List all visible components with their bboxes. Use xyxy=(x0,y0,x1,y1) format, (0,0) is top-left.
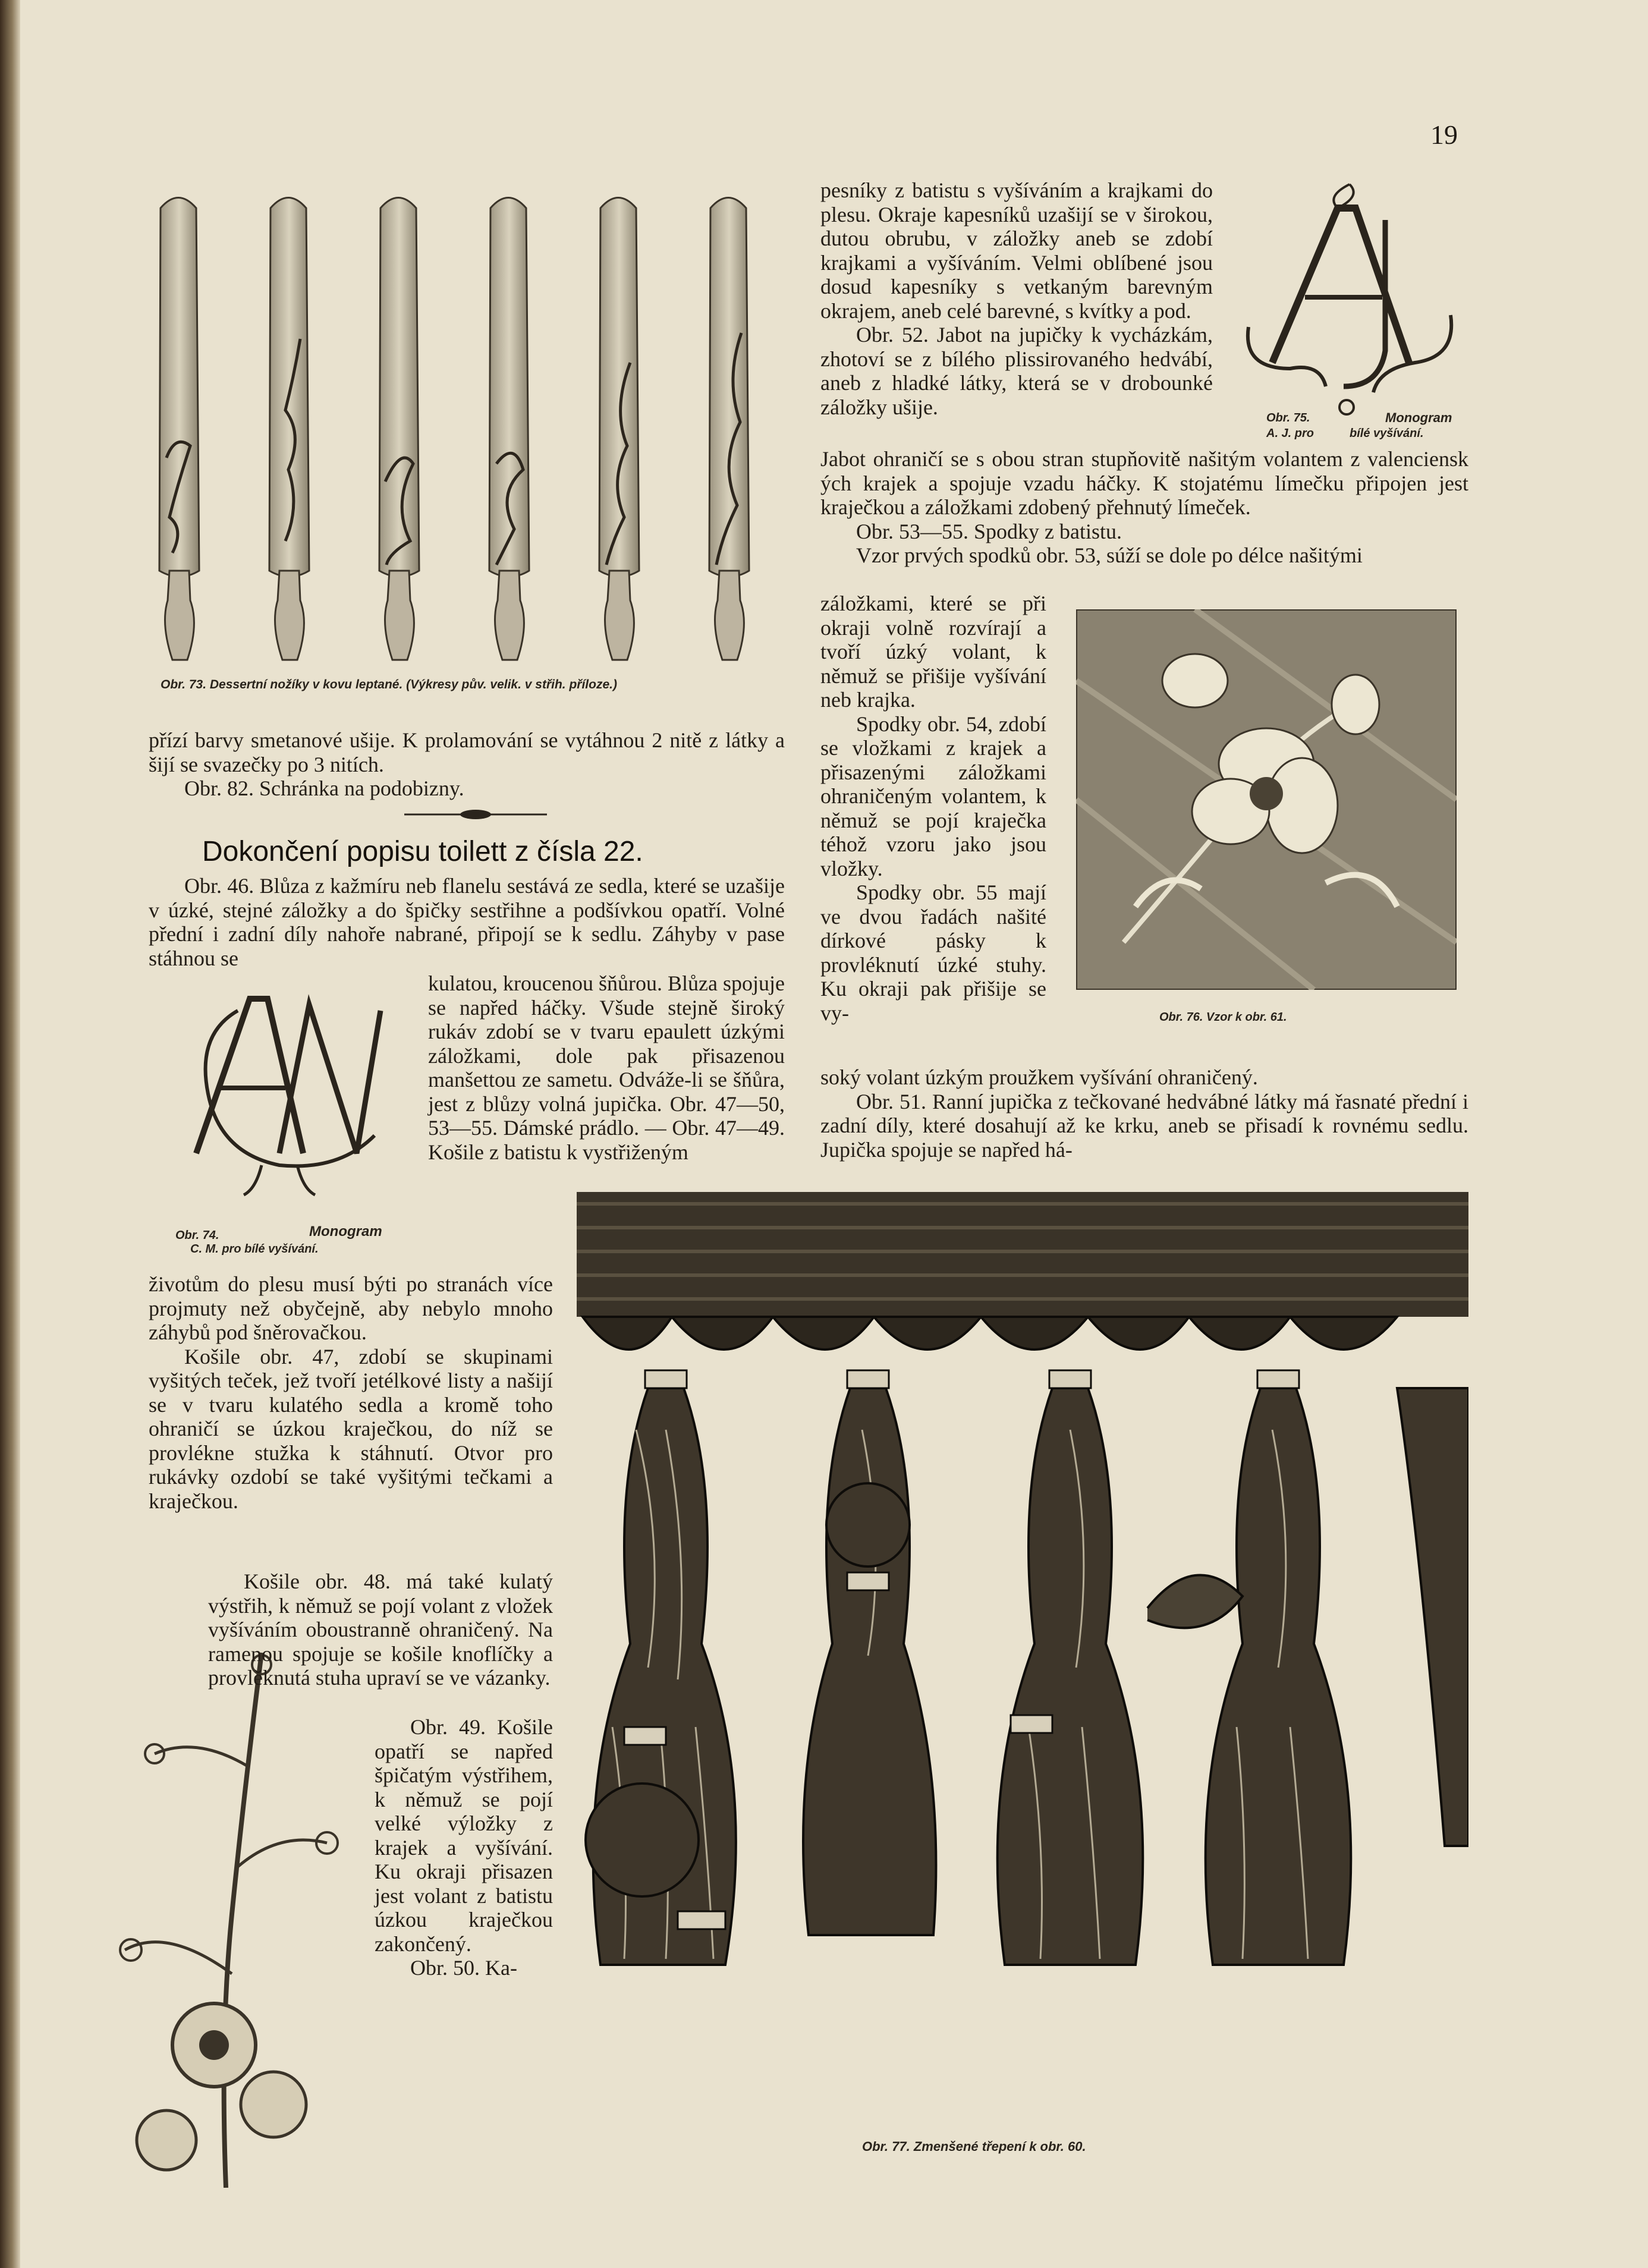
ornamental-divider xyxy=(404,807,547,822)
right-column-full-width-a xyxy=(820,447,1468,568)
caption-figure-75-label: Obr. 75. xyxy=(1266,411,1310,424)
figure-73-dessert-knives xyxy=(149,184,779,672)
left-column-after-74 xyxy=(149,1272,553,1513)
paragraph-obr-46: Obr. 46. Blůza z kažmíru neb flanelu sestává ze sedla, které se uzašije v úzké, stejné záložky a do špičky sestřihne a podšívkou opatří. Volné přední i zadní díly nahoře nabrané, připojí se k sedlu. Záhyby v pase stáhnou se xyxy=(149,874,785,970)
paragraph-obr-55-end: soký volant úzkým proužkem vyšívání ohraničený. xyxy=(820,1065,1258,1089)
knife-5 xyxy=(599,198,639,660)
paragraph-jabot-continued: Jabot ohraničí se s obou stran stupňovitě našitým volantem z valenciensk ých krajek a spojuje vzadu háčky. K stojatému límečku připojen jest kraječkou a záložkami zdobený přehnutý límeček. xyxy=(820,447,1468,519)
paragraph-zivotum: životům do plesu musí býti po stranách více projmuty než obyčejně, aby nebylo mnoho záhybů pod šněrovačkou. xyxy=(149,1272,553,1344)
knife-4 xyxy=(489,198,529,660)
paragraph-blouse-continued: kulatou, kroucenou šňůrou. Blůza spojuje se napřed háčky. Všude stejně široký rukáv zdobí se v tvaru epaulett úzkými záložkami, dole pak přisazenou manšettou ze sametu. Odváže-li se šňůra, jest z blůzy volná jupička. Obr. 47—50, 53—55. Dámské prádlo. — Obr. 47—49. Košile z batistu k vystřiženým xyxy=(428,971,785,1164)
paragraph-obr-51: Obr. 51. Ranní jupička z tečkované hedvábné látky má řasnaté přední i zadní díly, které dosahují až ke krku, aneb se přisadí k rovnému sedlu. Jupička spojuje se napřed há- xyxy=(820,1089,1468,1162)
left-column-top-text xyxy=(149,728,785,801)
caption-figure-73: Obr. 73. Dessertní nožíky v kovu leptané. (Výkresy pův. velik. v střih. příloze.) xyxy=(161,678,617,691)
paragraph-obr-55: Spodky obr. 55 mají ve dvou řadách našité dírkové pásky k provléknutí úzké stuhy. Ku okraji pak přišije se vy- xyxy=(820,880,1046,1025)
caption-figure-74-label: Obr. 74. xyxy=(175,1229,219,1242)
right-column-top xyxy=(820,178,1213,419)
figure-76-embroidery-pattern xyxy=(1076,609,1457,990)
figure-74-monogram-cm xyxy=(161,975,410,1213)
caption-figure-77: Obr. 77. Zmenšené třepení k obr. 60. xyxy=(862,2139,1086,2154)
caption-figure-75-desc: bílé vyšívání. xyxy=(1350,427,1424,440)
caption-figure-76: Obr. 76. Vzor k obr. 61. xyxy=(1159,1011,1287,1024)
floral-illustration xyxy=(77,1617,363,2188)
left-column-obr48 xyxy=(208,1569,553,1690)
figure-75-monogram-aj xyxy=(1237,172,1463,422)
knife-2 xyxy=(269,198,309,660)
left-column-obr46 xyxy=(149,874,785,970)
knife-1 xyxy=(159,198,199,660)
caption-figure-75-title: Monogram xyxy=(1385,410,1452,425)
right-column-beside-76 xyxy=(820,592,1046,1025)
page-binding-edge xyxy=(0,0,20,2268)
paragraph-obr-53: Obr. 53—55. Spodky z batistu. xyxy=(856,519,1122,543)
figure-77-fringe xyxy=(577,1192,1468,2125)
right-column-full-width-b xyxy=(820,1065,1468,1162)
paragraph-obr-54: Spodky obr. 54, zdobí se vložkami z krajek a přisazenými záložkami ohraničeným volantem, k němuž se pojí kraječka téhož vzoru jako jsou vložky. xyxy=(820,712,1046,880)
paragraph-obr-82: Obr. 82. Schránka na podobizny. xyxy=(184,776,464,800)
paragraph-obr-47: Košile obr. 47, zdobí se skupinami vyšitých teček, jež tvoří jetélkové listy a našijí se v tvaru kulatého sedla a kromě toho ohraničí se úzkou kraječkou, do níž se provlékne stužka k stáhnutí. Otvor pro rukávky ozdobí se také vyšitými tečkami a kraječkou. xyxy=(149,1344,553,1513)
caption-figure-75-initials: A. J. pro xyxy=(1266,427,1314,440)
page-number: 19 xyxy=(1430,119,1458,150)
paragraph-obr-52: Obr. 52. Jabot na jupičky k vycházkám, zhotoví se z bílého plissirovaného hedvábí, aneb z hladké látky, která se v drobounké záložky ušije. xyxy=(820,323,1213,419)
left-column-beside-74 xyxy=(428,971,785,1164)
paragraph-obr-50-start: Obr. 50. Ka- xyxy=(410,1956,517,1980)
caption-figure-74-title: Monogram xyxy=(309,1223,382,1240)
left-column-obr49 xyxy=(375,1715,553,1980)
paragraph-prolamovani: přízí barvy smetanové ušije. K prolamování se vytáhnou 2 nitě z látky a šijí se svazečky po 3 nitích. xyxy=(149,728,785,776)
paragraph-obr-49: Obr. 49. Košile opatří se napřed špičatým výstřihem, k němuž se pojí velké výložky z krajek a vyšívání. Ku okraji přisazen jest volant z batistu úzkou kraječkou zakončený. xyxy=(375,1715,553,1956)
section-heading: Dokončení popisu toilett z čísla 22. xyxy=(202,836,643,867)
knife-6 xyxy=(709,198,749,660)
paragraph-obr-53-vzor: Vzor prvých spodků obr. 53, súží se dole po délce našitými xyxy=(856,543,1363,567)
paragraph-spodky-53-continued: záložkami, které se při okraji volně rozvírají a tvoří úzký volant, k němuž se přišije vyšívání neb krajka. xyxy=(820,592,1046,712)
knife-3 xyxy=(379,198,419,660)
caption-figure-74-desc: C. M. pro bílé vyšívání. xyxy=(190,1242,319,1256)
paragraph-obr-48: Košile obr. 48. má také kulatý výstřih, k němuž se pojí volant z vložek vyšíváním oboustranně ohraničený. Na ramenou spojuje se košile knoflíčky a provlěknutá stuha upraví se ve vázanky. xyxy=(208,1569,553,1690)
paragraph-kapesniky: pesníky z batistu s vyšíváním a krajkami do plesu. Okraje kapesníků uzašijí se v širokou, dutou obrubu, v záložky aneb se zdobí krajkami a vyšíváním. Velmi oblíbené jsou dosud kapesníky s vetkaným barevným okrajem, aneb celé barevné, s kvítky a pod. xyxy=(820,178,1213,323)
